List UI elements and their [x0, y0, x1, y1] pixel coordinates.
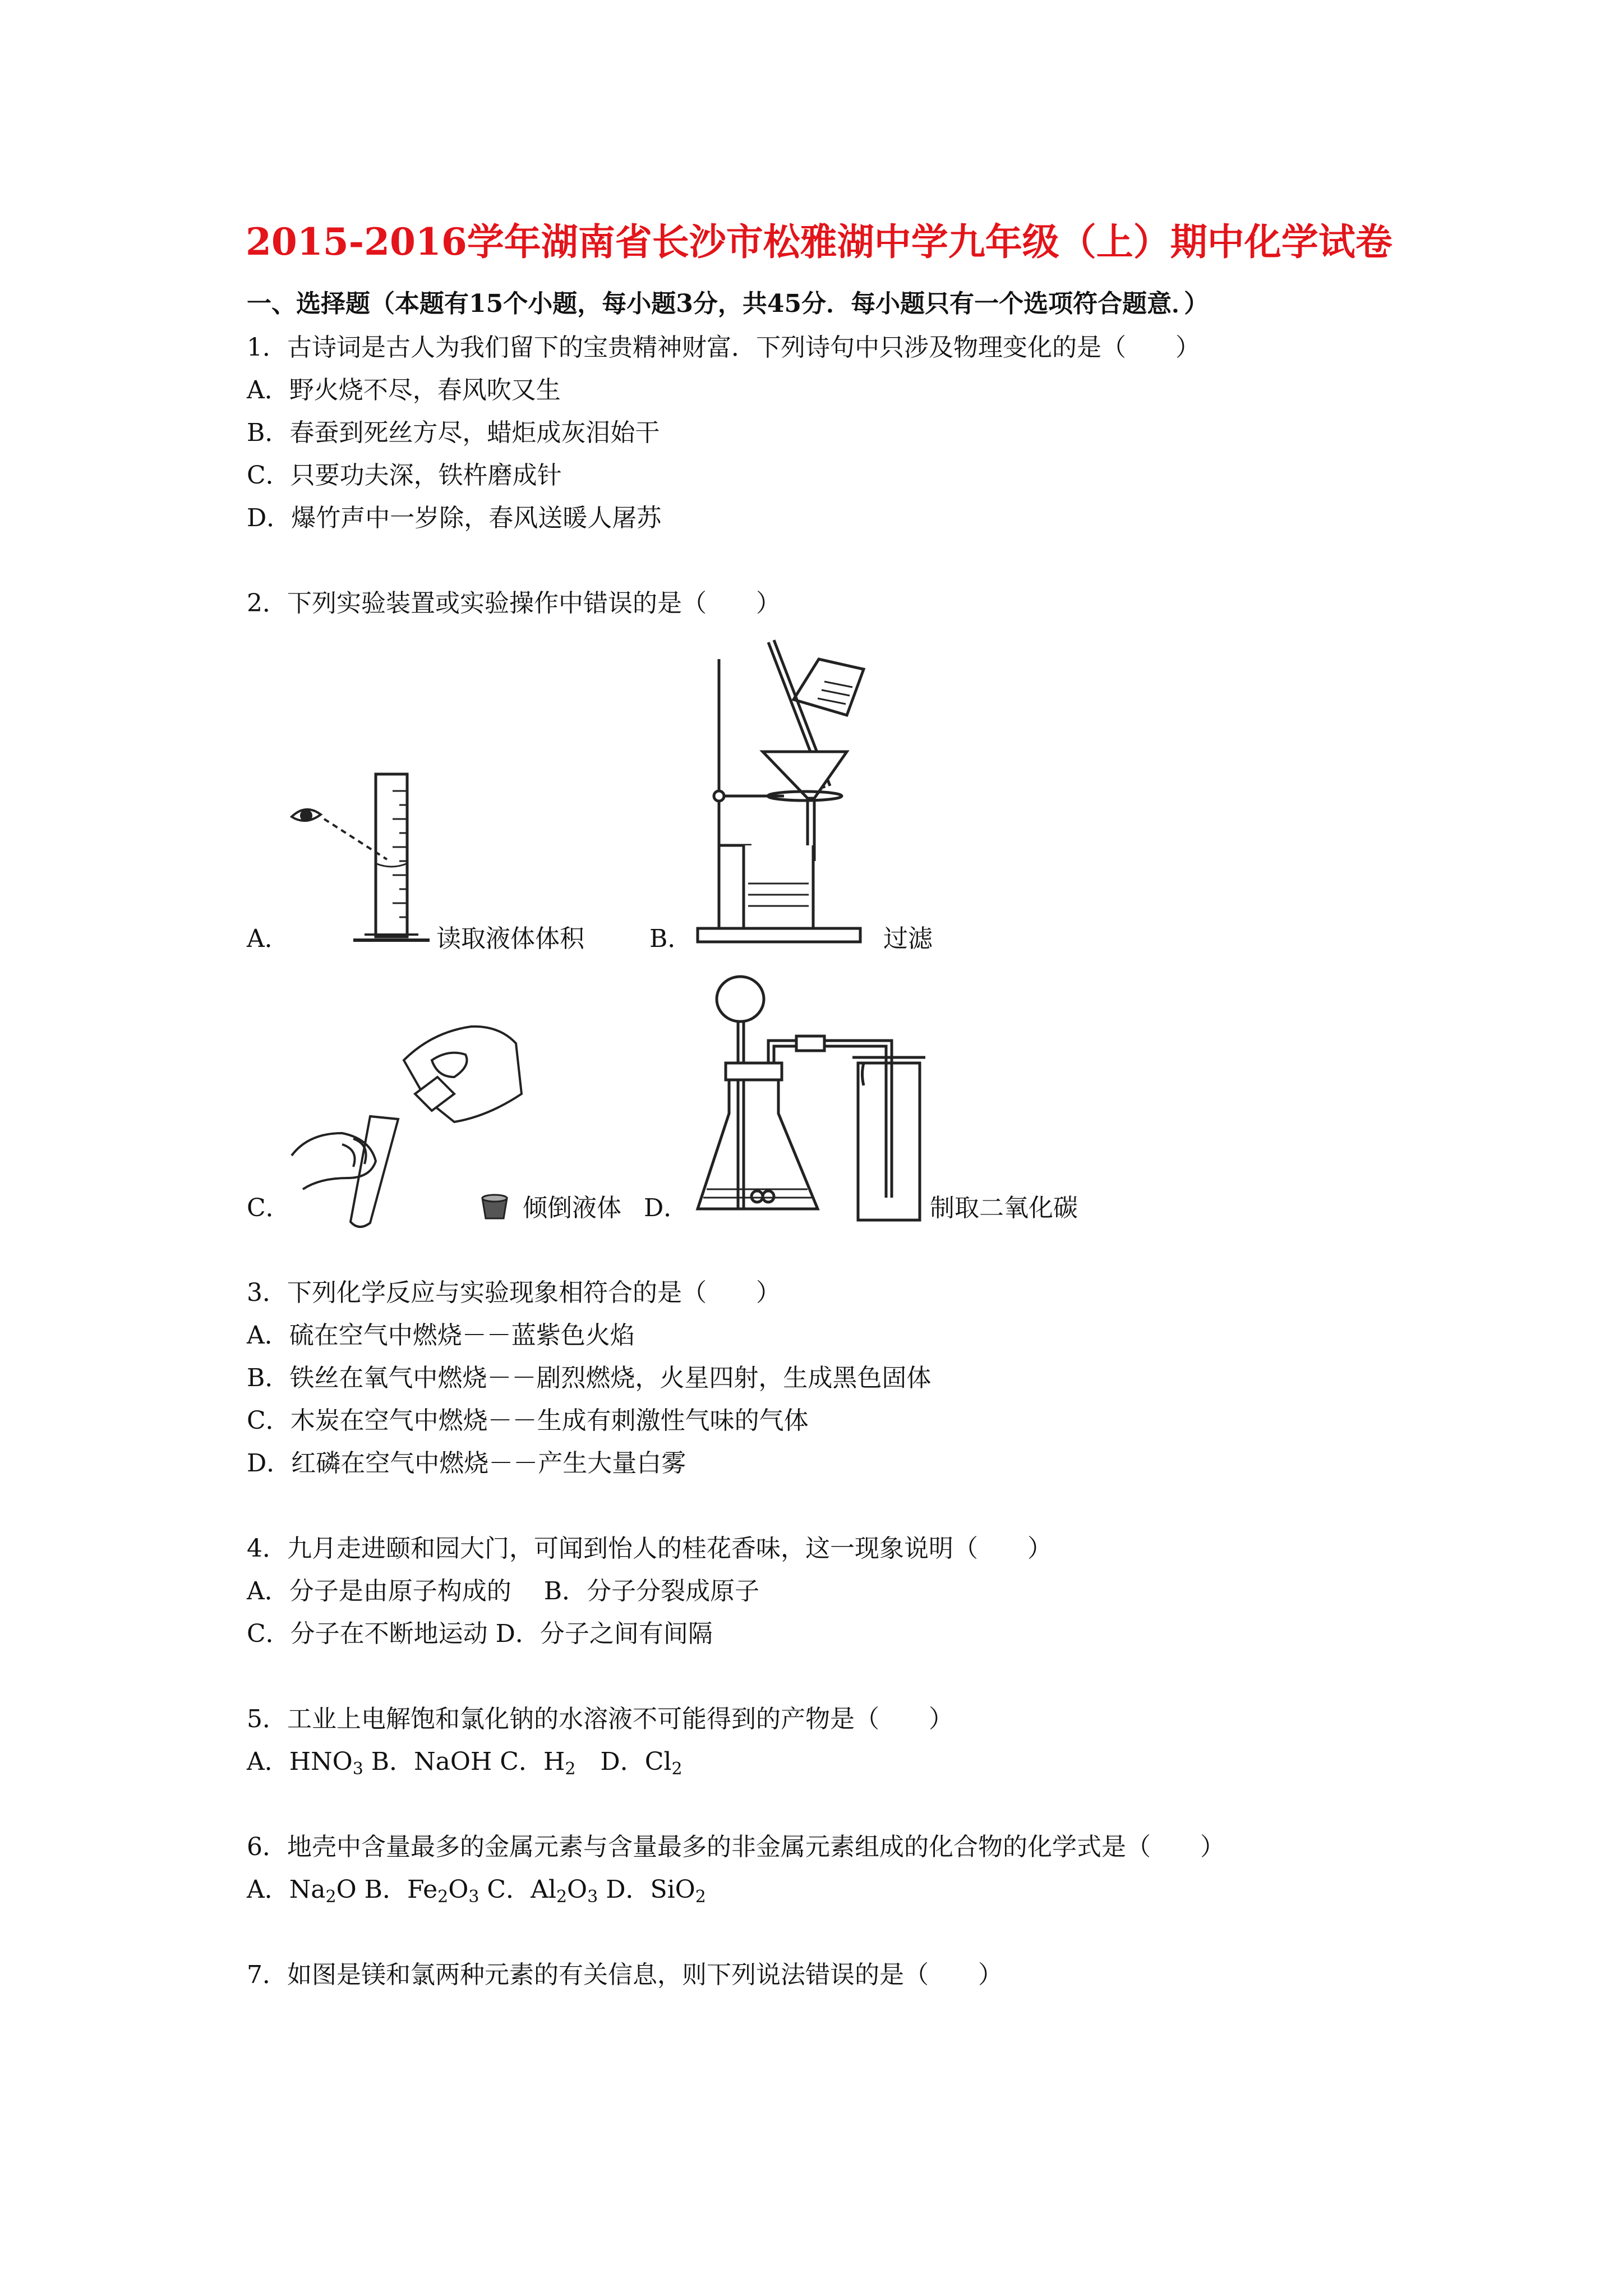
q1-option-c: C．只要功夫深，铁杵磨成针 [247, 461, 562, 490]
q1-option-d: D．爆竹声中一岁除，春风送暖人屠苏 [247, 504, 662, 532]
section-heading: 一、选择题（本题有15个小题，每小题3分，共45分．每小题只有一个选项符合题意．） [247, 289, 1209, 318]
figure-co2-apparatus [690, 973, 925, 1226]
q1-option-b: B．春蚕到死丝方尽，蜡炬成灰泪始干 [247, 418, 660, 447]
q6-p6: D．SiO [598, 1875, 695, 1904]
q3-option-b: B．铁丝在氧气中燃烧－－剧烈燃烧，火星四射，生成黑色固体 [247, 1364, 932, 1392]
q2-c-label: 倾倒液体 [523, 1194, 621, 1222]
q6-p3: O [448, 1875, 469, 1904]
q2-c-letter: C． [247, 1194, 291, 1222]
q3-stem: 3．下列化学反应与实验现象相符合的是（ ） [247, 1278, 781, 1307]
q6-p2: O B．Fe [336, 1875, 438, 1904]
q4-options-ab: A．分子是由原子构成的 B．分子分裂成原子 [247, 1577, 760, 1605]
q2-d-label: 制取二氧化碳 [930, 1194, 1078, 1222]
q5-d: D．Cl [575, 1747, 672, 1776]
q5-options [247, 1745, 683, 1779]
q3-option-a: A．硫在空气中燃烧－－蓝紫色火焰 [247, 1321, 635, 1350]
q3-option-d: D．红磷在空气中燃烧－－产生大量白雾 [247, 1449, 686, 1478]
q2-a-letter: A． [247, 924, 289, 953]
q5-c-sub: 2 [565, 1759, 576, 1779]
eye-icon [292, 809, 321, 821]
q6-s2: 2 [437, 1887, 449, 1907]
q1-option-a: A．野火烧不尽，春风吹又生 [247, 376, 561, 404]
q6-p4: C．Al [479, 1875, 556, 1904]
q6-p1: A．Na [247, 1875, 326, 1904]
q6-stem: 6．地壳中含量最多的金属元素与含量最多的非金属元素组成的化合物的化学式是（ ） [247, 1833, 1225, 1861]
q4-options-cd: C．分子在不断地运动 D．分子之间有间隔 [247, 1619, 713, 1648]
q6-p5: O [567, 1875, 588, 1904]
q2-b-label: 过滤 [883, 924, 933, 953]
exam-title: 2015-2016学年湖南省长沙市松雅湖中学九年级（上）期中化学试卷 [246, 220, 1393, 264]
q6-s3: 3 [468, 1887, 479, 1907]
stopper-icon [478, 1190, 511, 1222]
q5-stem: 5．工业上电解饱和氯化钠的水溶液不可能得到的产物是（ ） [247, 1705, 953, 1733]
q5-a: A．HNO [247, 1747, 353, 1776]
q2-b-letter: B． [649, 924, 693, 953]
q6-s4: 2 [556, 1887, 568, 1907]
q5-d-sub: 2 [671, 1759, 683, 1779]
q6-s1: 2 [325, 1887, 336, 1907]
q3-option-c: C．木炭在空气中燃烧－－生成有刺激性气味的气体 [247, 1406, 809, 1435]
q2-d-letter: D． [644, 1194, 689, 1222]
figure-read-cylinder [280, 763, 449, 954]
q6-s5: 3 [587, 1887, 598, 1907]
figure-filtration [690, 637, 886, 951]
q7-stem: 7．如图是镁和氯两种元素的有关信息，则下列说法错误的是（ ） [247, 1961, 1003, 1989]
q6-options [247, 1873, 706, 1907]
q5-bc: B．NaOH C．H [363, 1747, 565, 1776]
q6-s6: 2 [695, 1887, 706, 1907]
q4-stem: 4．九月走进颐和园大门，可闻到怡人的桂花香味，这一现象说明（ ） [247, 1534, 1052, 1563]
q5-a-sub: 3 [352, 1759, 363, 1779]
q2-stem: 2．下列实验装置或实验操作中错误的是（ ） [247, 589, 781, 618]
q1-stem: 1．古诗词是古人为我们留下的宝贵精神财富．下列诗句中只涉及物理变化的是（ ） [247, 333, 1200, 362]
q2-a-label: 读取液体体积 [436, 924, 584, 953]
